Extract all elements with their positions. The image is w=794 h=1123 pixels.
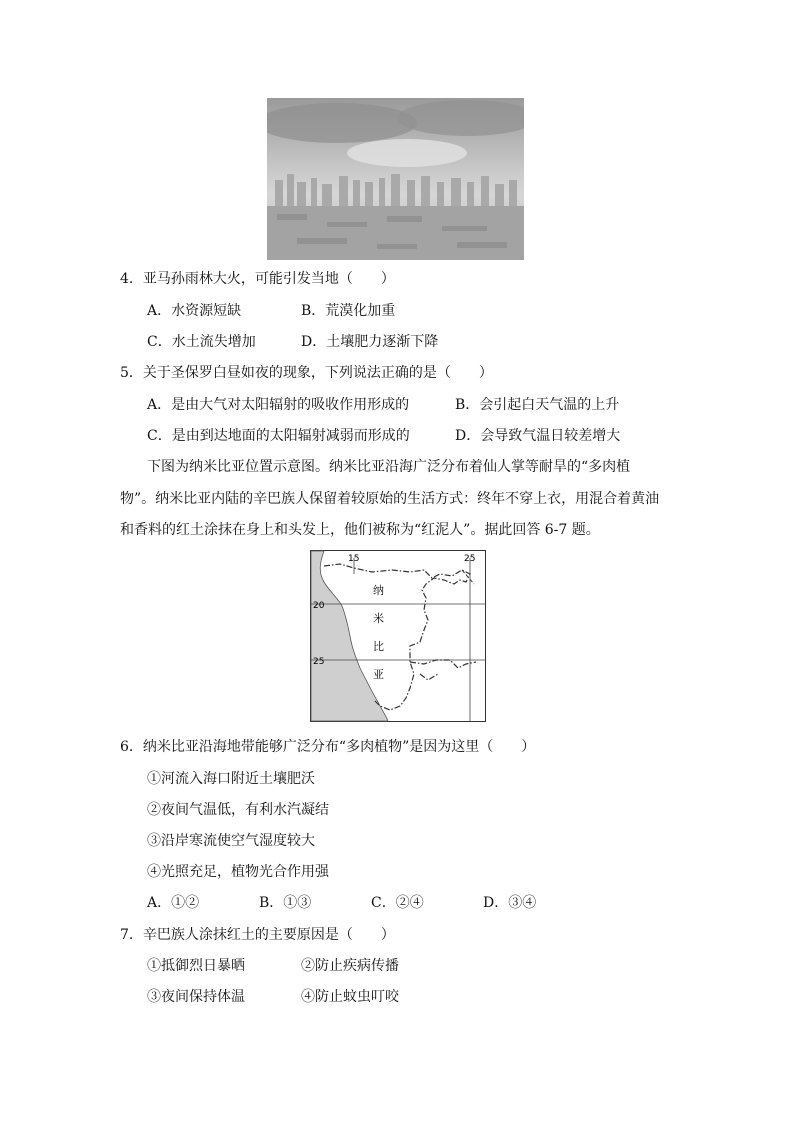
lat-label-25: 25: [313, 657, 325, 667]
q7-statement-1: ①抵御烈日暴晒: [147, 958, 245, 974]
city-photo: [267, 98, 524, 260]
q5-option-b: B．会引起白天气温的上升: [455, 397, 620, 413]
q7-statement-3: ③夜间保持体温: [147, 989, 245, 1005]
q5-option-a: A．是由大气对太阳辐射的吸收作用形成的: [147, 397, 410, 413]
intro-line-1: 下图为纳米比亚位置示意图。纳米比亚沿海广泛分布着仙人掌等耐旱的“多肉植: [147, 459, 631, 475]
q5-stem: 5．关于圣保罗白昼如夜的现象，下列说法正确的是（ ）: [120, 365, 493, 381]
q7-statement-4: ④防止蚊虫叮咬: [301, 989, 399, 1005]
intro-line-2: 物”。纳米比亚内陆的辛巴族人保留着较原始的生活方式：终年不穿上衣，用混合着黄油: [120, 491, 660, 507]
q6-option-a: A．①②: [147, 895, 200, 911]
country-char-4: 亚: [373, 668, 384, 681]
q6-option-c: C．②④: [371, 895, 424, 911]
lon-label-15: 15: [348, 554, 360, 564]
q6-statement-1: ①河流入海口附近土壤肥沃: [147, 771, 315, 787]
q4-option-b: B．荒漠化加重: [301, 303, 396, 319]
country-char-1: 纳: [373, 584, 384, 597]
q7-stem: 7．辛巴族人涂抹红土的主要原因是（ ）: [120, 927, 395, 943]
q4-stem: 4．亚马孙雨林大火，可能引发当地（ ）: [120, 271, 395, 287]
q6-stem: 6．纳米比亚沿海地带能够广泛分布“多肉植物”是因为这里（ ）: [120, 739, 536, 755]
q4-option-a: A．水资源短缺: [147, 303, 242, 319]
lon-label-25: 25: [464, 554, 476, 564]
q5-option-d: D．会导致气温日较差增大: [455, 428, 621, 444]
q6-statement-4: ④光照充足，植物光合作用强: [147, 864, 329, 880]
country-char-2: 米: [373, 612, 384, 625]
q6-statement-2: ②夜间气温低，有利水汽凝结: [147, 802, 329, 818]
q5-option-c: C．是由到达地面的太阳辐射减弱而形成的: [147, 428, 410, 444]
q6-option-b: B．①③: [259, 895, 312, 911]
q4-option-c: C．水土流失增加: [147, 334, 256, 350]
q7-statement-2: ②防止疾病传播: [301, 958, 399, 974]
q6-statement-3: ③沿岸寒流使空气湿度较大: [147, 833, 315, 849]
q6-option-d: D．③④: [483, 895, 537, 911]
lat-label-20: 20: [313, 601, 325, 611]
q4-option-d: D．土壤肥力逐渐下降: [301, 334, 439, 350]
intro-line-3: 和香料的红土涂抹在身上和头发上，他们被称为“红泥人”。据此回答 6-7 题。: [120, 522, 600, 538]
country-char-3: 比: [373, 640, 384, 653]
namibia-map: [310, 550, 486, 722]
